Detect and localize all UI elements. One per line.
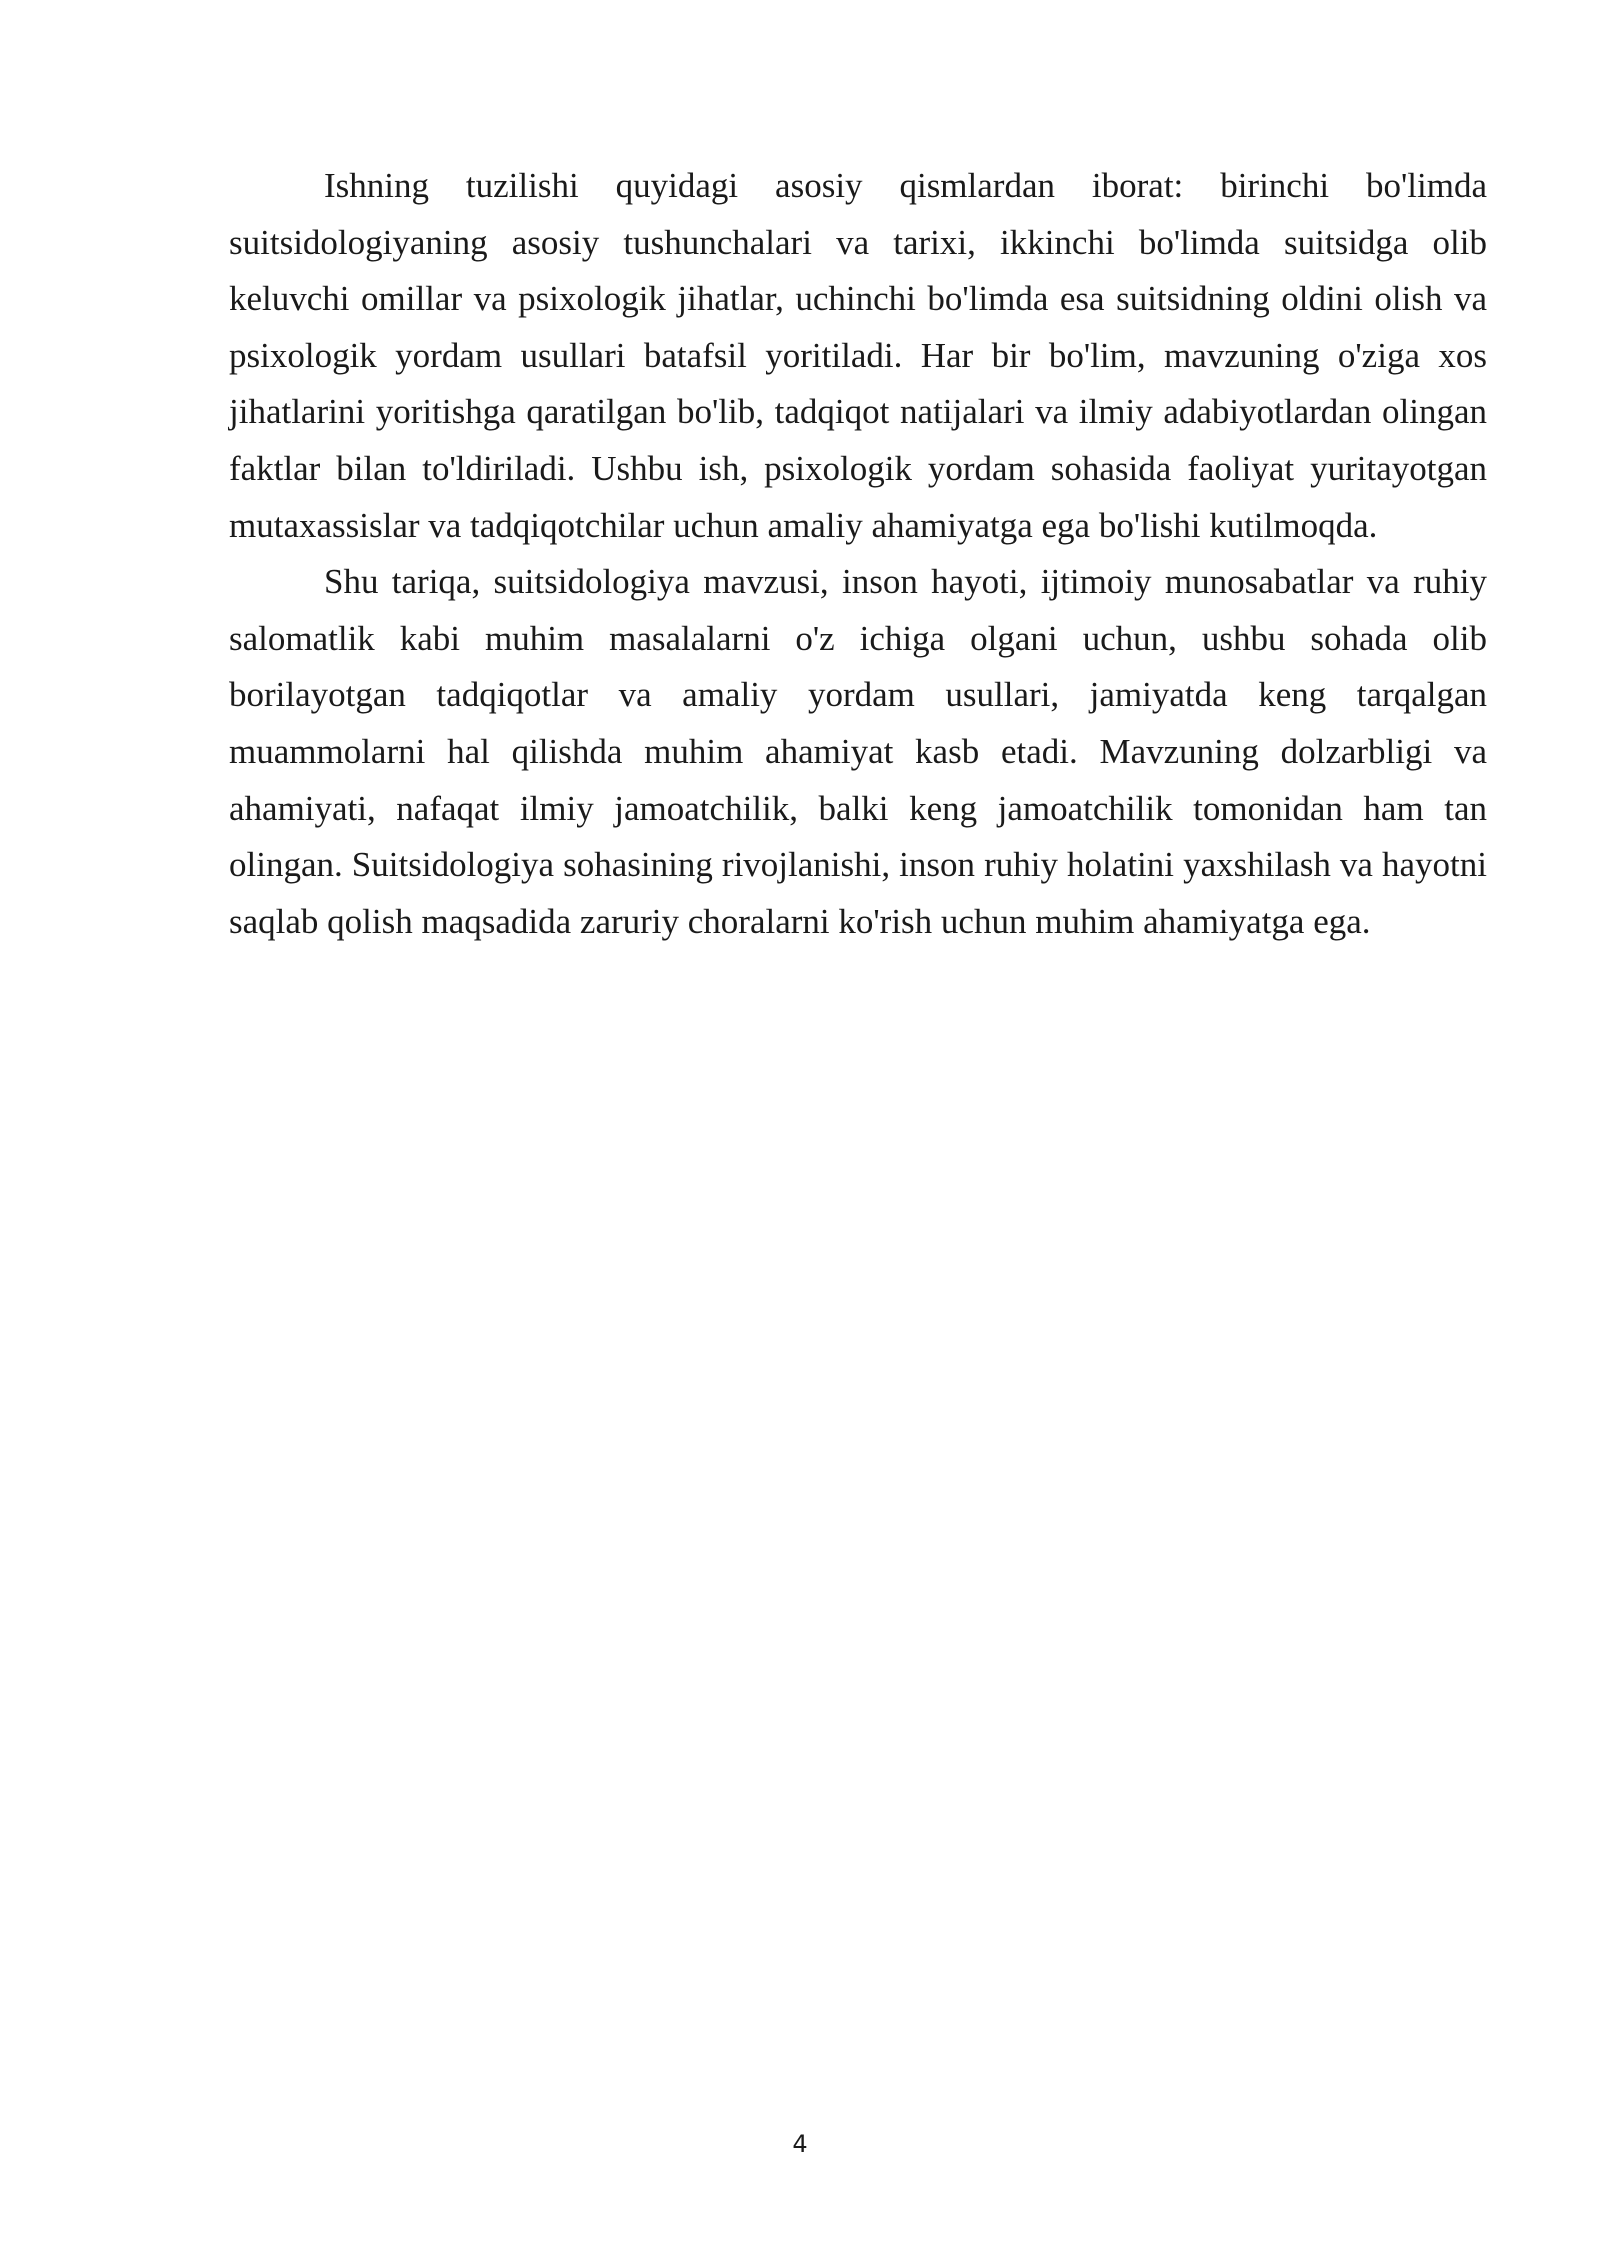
paragraph-conclusion: Shu tariqa, suitsidologiya mavzusi, inson hayoti, ijtimoiy munosabatlar va ruhiy salomatlik kabi muhim masalalarni o'z ichiga olgani uchun, ushbu sohada olib borilayotgan tadqiqotlar va amaliy yordam usullari, jamiyatda keng tarqalgan muammolarni hal qilishda muhim ahamiyat kasb etadi. Mavzuning dolzarbligi va ahamiyati, nafaqat ilmiy jamoatchilik, balki keng jamoatchilik tomonidan ham tan olingan. Suitsidologiya sohasining rivojlanishi, inson ruhiy holatini yaxshilash va hayotni saqlab qolish maqsadida zaruriy choralarni ko'rish uchun muhim ahamiyatga ega. xyxy=(229,562,1487,941)
page-number: 4 xyxy=(792,2130,808,2158)
paragraph-structure: Ishning tuzilishi quyidagi asosiy qismlardan iborat: birinchi bo'limda suitsidologiyaning asosiy tushunchalari va tarixi, ikkinchi bo'limda suitsidga olib keluvchi omillar va psixologik jihatlar, uchinchi bo'limda esa suitsidning oldini olish va psixologik yordam usullari batafsil yoritiladi. Har bir bo'lim, mavzuning o'ziga xos jihatlarini yoritishga qaratilgan bo'lib, tadqiqot natijalari va ilmiy adabiyotlardan olingan faktlar bilan to'ldiriladi. Ushbu ish, psixologik yordam sohasida faoliyat yuritayotgan mutaxassislar va tadqiqotchilar uchun amaliy ahamiyatga ega bo'lishi kutilmoqda. xyxy=(229,166,1487,545)
document-body xyxy=(229,158,1487,950)
